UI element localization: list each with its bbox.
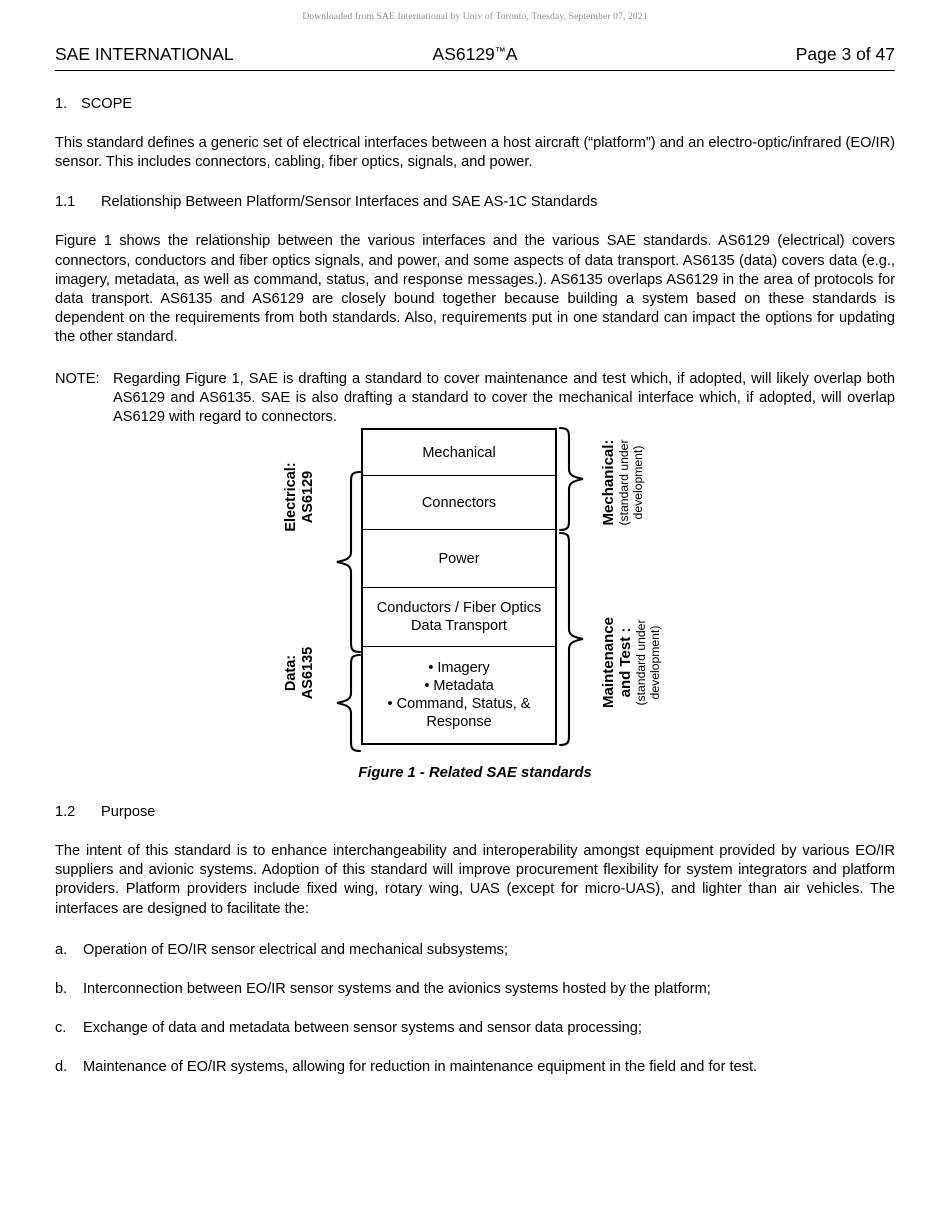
- stack-row-data-messages: [363, 647, 555, 742]
- header-document-id: [55, 44, 895, 65]
- clause-number: 1.2: [55, 804, 76, 820]
- list-item-marker: d.: [55, 1059, 68, 1076]
- stack-row-mechanical: [363, 430, 555, 476]
- download-watermark: Downloaded from SAE International by Univ of Toronto, Tuesday, September 07, 2021: [302, 12, 648, 22]
- brace-maintenance-and-test: [557, 531, 587, 747]
- note-label: NOTE:: [55, 370, 100, 387]
- label-maintenance-title-line2: and Test :: [617, 627, 634, 698]
- label-electrical-as6129: [283, 432, 316, 562]
- relationship-paragraph: Figure 1 shows the relationship between the various interfaces and the various SAE standards. AS6129 (electrical) covers connectors, conductors and fiber optics signals, and power, and some aspects of data transport. AS6135 (data) covers data (e.g., imagery, metadata, as well as command, status, and response messages.). AS6135 overlaps AS6129 in the area of protocols for data transport. AS6135 and AS6129 are closely bound together because building a system based on these standards is dependent on the requirements from both standards. Also, requirements put in one standard can impact the options for updating the other standard.: [55, 233, 895, 346]
- header-organization: SAE INTERNATIONAL: [55, 44, 234, 64]
- label-electrical-title: Electrical:: [283, 462, 299, 532]
- header-doc-revision: A: [505, 44, 518, 64]
- clause-heading-purpose: [55, 804, 895, 820]
- header-page-number: Page 3 of 47: [795, 44, 895, 64]
- label-mechanical-note-line2: development): [631, 445, 645, 520]
- list-item-marker: c.: [55, 1020, 67, 1037]
- label-mechanical-title: Mechanical:: [600, 439, 617, 526]
- figure-stack-box: [361, 428, 557, 745]
- page-content: [55, 96, 895, 449]
- page-header: [55, 44, 895, 71]
- label-data-as6135: [283, 623, 316, 723]
- trademark-icon: ™: [494, 46, 506, 59]
- list-item: [55, 1058, 895, 1077]
- list-item-marker: a.: [55, 941, 68, 958]
- stack-row-power: [363, 530, 555, 588]
- figure-1: [0, 420, 950, 790]
- clause-title: Purpose: [101, 804, 156, 820]
- list-item-marker: b.: [55, 981, 68, 998]
- page-content-lower: [55, 804, 895, 1098]
- brace-electrical-as6129: [333, 470, 363, 654]
- label-mechanical-under-development: [600, 420, 645, 545]
- label-data-title: Data:: [283, 654, 299, 692]
- clause-number: 1.1: [55, 194, 76, 211]
- label-electrical-standard: AS6129: [299, 470, 316, 524]
- bullet-metadata: • Metadata: [424, 677, 494, 694]
- purpose-paragraph: The intent of this standard is to enhance interchangeability and interoperability amongst equipment provided by various EO/IR suppliers and avionic systems. Adoption of this standard will improve procurement flexibility for system integrators and platform providers. Platform providers include fixed wing, rotary wing, UAS (except for micro-UAS), and lighter than air vehicles. The interfaces are designed to facilitate the:: [55, 843, 895, 917]
- clause-heading-relationship: [55, 194, 895, 210]
- header-doc-number: AS6129: [432, 44, 495, 64]
- note-text: Regarding Figure 1, SAE is drafting a standard to cover maintenance and test which, if adopted, will likely overlap both AS6129 and AS6135. SAE is also drafting a standard to cover the mechanical interface which, if adopted, will overlap AS6129 with regard to connectors.: [113, 370, 895, 426]
- clause-title: SCOPE: [81, 96, 133, 112]
- figure-caption: Figure 1 - Related SAE standards: [358, 765, 592, 781]
- purpose-interface-list: [55, 941, 895, 1078]
- clause-title: Relationship Between Platform/Sensor Interfaces and SAE AS-1C Standards: [101, 194, 598, 211]
- label-mechanical-note-line1: (standard under: [617, 439, 631, 526]
- label-maintenance-test-under-development: [600, 590, 662, 735]
- label-data-standard: AS6135: [299, 646, 316, 700]
- bullet-imagery: • Imagery: [428, 659, 490, 676]
- list-item: [55, 1019, 895, 1038]
- label-maintenance-note-line1: (standard under: [634, 619, 648, 706]
- list-item: [55, 980, 895, 999]
- note-block: [55, 370, 895, 428]
- scope-paragraph: This standard defines a generic set of electrical interfaces between a host aircraft (“platform”) and an electro-optic/infrared (EO/IR) sensor. This includes connectors, cabling, fiber optics, signals, and power.: [55, 135, 895, 171]
- stack-row-label: Mechanical: [422, 444, 496, 461]
- stack-row-connectors: [363, 476, 555, 530]
- stack-row-label-line1: Conductors / Fiber Optics: [376, 600, 542, 616]
- brace-mechanical-standard: [557, 426, 587, 532]
- clause-number: 1.: [55, 96, 68, 112]
- list-item-text: Maintenance of EO/IR systems, allowing for reduction in maintenance equipment in the field and for test.: [83, 1059, 758, 1076]
- bullet-command-status-response-line1: • Command, Status, &: [387, 695, 531, 712]
- brace-data-as6135: [333, 653, 363, 753]
- label-maintenance-note-line2: development): [648, 625, 662, 700]
- clause-heading-scope: [55, 96, 895, 112]
- list-item-text: Exchange of data and metadata between sensor systems and sensor data processing;: [83, 1020, 642, 1037]
- stack-row-conductors-data-transport: [363, 588, 555, 647]
- list-item: [55, 941, 895, 960]
- label-maintenance-title-line1: Maintenance: [600, 617, 617, 708]
- list-item-text: Interconnection between EO/IR sensor systems and the avionics systems hosted by the platform;: [83, 981, 711, 998]
- stack-row-label: Connectors: [421, 494, 497, 511]
- bullet-command-status-response-line2: Response: [426, 713, 492, 730]
- stack-row-label-line2: Data Transport: [411, 618, 507, 634]
- list-item-text: Operation of EO/IR sensor electrical and mechanical subsystems;: [83, 941, 509, 958]
- stack-row-label: Power: [438, 550, 480, 567]
